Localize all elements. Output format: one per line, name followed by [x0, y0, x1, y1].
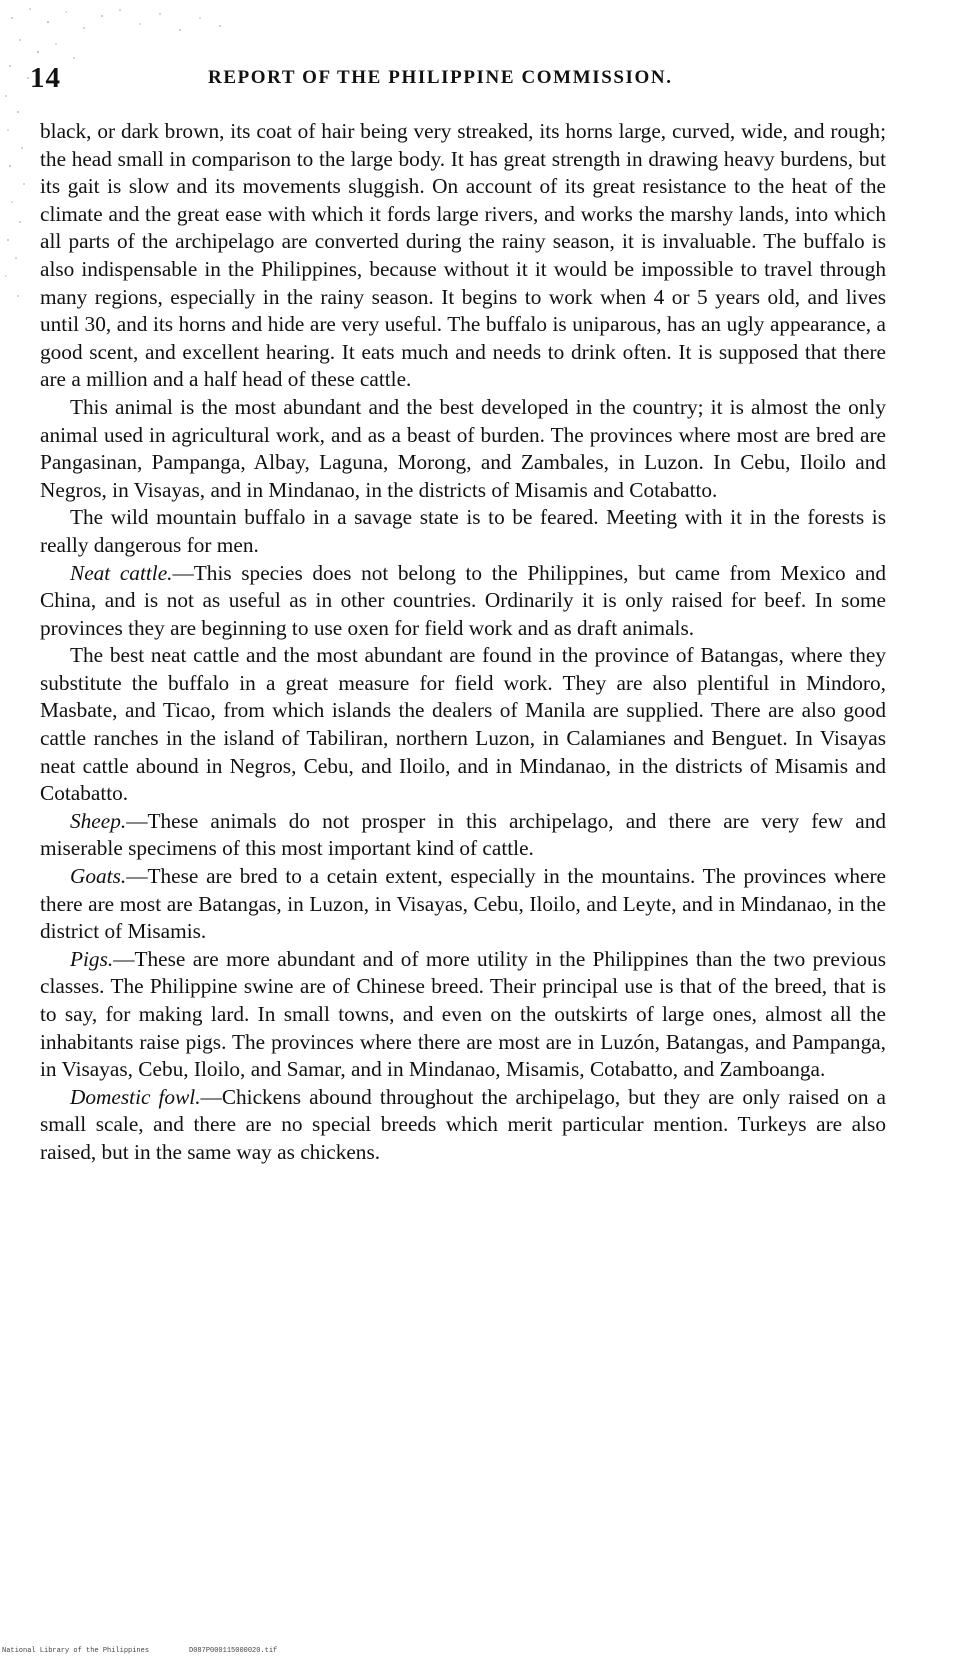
paragraph	[40, 1084, 886, 1167]
paragraph	[40, 118, 886, 394]
scan-footer	[2, 1647, 277, 1655]
page-number: 14	[30, 62, 61, 94]
file-id: D087P000115000020.tif	[189, 1647, 278, 1655]
paragraph-text: The best neat cattle and the most abundant are found in the province of Batangas, where they substitute the buffalo in a great measure for field work. They are also plentiful in Mindoro, Masbate, and Ticao, from which islands the dealers of Manila are supplied. There are also good cattle ranches in the island of Tabiliran, northern Luzon, in Calamianes and Benguet. In Visayas neat cattle abound in Negros, Cebu, and Iloilo, and in Mindanao, in the districts of Misamis and Cotabatto.	[40, 643, 886, 806]
paragraph-text: —Chickens abound throughout the archipelago, but they are only raised on a small scale, and there are no special breeds which merit particular mention. Turkeys are also raised, but in the same way as chickens.	[40, 1084, 886, 1164]
paragraph	[40, 504, 886, 559]
paragraph-text: —These are more abundant and of more utility in the Philippines than the two previous classes. The Philippine swine are of Chinese breed. Their principal use is that of the breed, that is to say, for making lard. In small towns, and even on the outskirts of large ones, almost all the inhabitants raise pigs. The provinces where there are most are in Luzón, Batangas, and Pampanga, in Visayas, Cebu, Iloilo, and Samar, and in Mindanao, Misamis, Cotabatto, and Zamboanga.	[40, 946, 886, 1082]
paragraph-text: This animal is the most abundant and the best developed in the country; it is almost the only animal used in agricultural work, and as a beast of burden. The provinces where most are bred are Pangasinan, Pampanga, Albay, Laguna, Morong, and Zambales, in Luzon. In Cebu, Iloilo and Negros, in Visayas, and in Mindanao, in the districts of Misamis and Cotabatto.	[40, 394, 886, 502]
paragraph-text: The wild mountain buffalo in a savage state is to be feared. Meeting with it in the forests is really dangerous for men.	[40, 505, 886, 557]
running-title: REPORT OF THE PHILIPPINE COMMISSION.	[208, 67, 673, 88]
paragraph-lead: Domestic fowl.	[70, 1084, 201, 1109]
library-credit: National Library of the Philippines	[2, 1647, 150, 1655]
paragraph	[40, 946, 886, 1084]
paragraph	[40, 863, 886, 946]
paragraph	[40, 808, 886, 863]
paragraph-lead: Goats.	[70, 864, 127, 889]
paragraph-text: —These animals do not prosper in this archipelago, and there are very few and miserable specimens of this most important kind of cattle.	[40, 808, 886, 861]
paragraph-lead: Sheep.	[70, 808, 127, 833]
paragraph-lead: Neat cattle.	[70, 560, 173, 585]
paragraph-text: —This species does not belong to the Philippines, but came from Mexico and China, and is not as useful as in other countries. Ordinarily it is only raised for beef. In some provinces they are beginning to use oxen for field work and as draft animals.	[40, 560, 886, 640]
paragraph-lead: Pigs.	[70, 946, 114, 971]
paragraph	[40, 560, 886, 643]
paragraph	[40, 394, 886, 504]
paragraph	[40, 642, 886, 808]
page-header	[30, 62, 890, 96]
paragraph-text: black, or dark brown, its coat of hair being very streaked, its horns large, curved, wide, and rough; the head small in comparison to the large body. It has great strength in drawing heavy burdens, but its gait is slow and its movements sluggish. On account of its great resistance to the heat of the climate and the great ease with which it fords large rivers, and works the marshy lands, into which all parts of the archipelago are converted during the rainy season, it is invaluable. The buffalo is also indispensable in the Philippines, because without it it would be impossible to travel through many regions, especially in the rainy season. It begins to work when 4 or 5 years old, and lives until 30, and its horns and hide are very useful. The buffalo is uniparous, has an ugly appearance, a good scent, and excellent hearing. It eats much and needs to drink often. It is supposed that there are a million and a half head of these cattle.	[40, 119, 886, 392]
paragraph-text: —These are bred to a cetain extent, especially in the mountains. The provinces where there are most are Batangas, in Luzon, in Visayas, Cebu, Iloilo, and Leyte, and in Mindanao, in the district of Misamis.	[40, 864, 886, 944]
body-text	[40, 118, 886, 1167]
